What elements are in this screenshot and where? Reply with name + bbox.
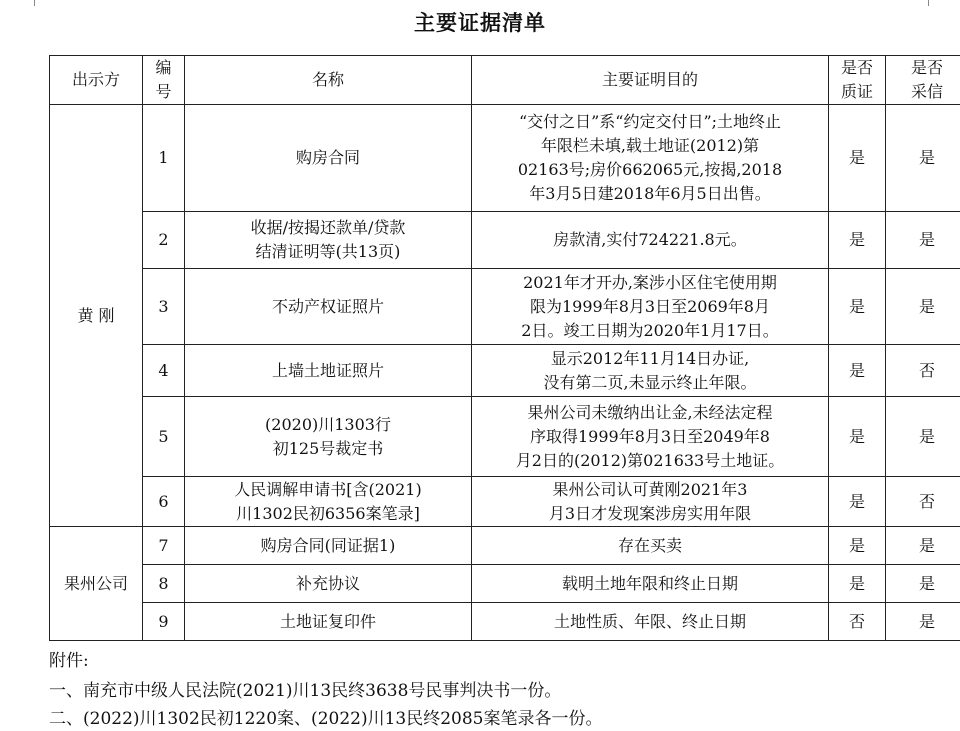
adopted-cell: 是 bbox=[886, 603, 960, 641]
page-corner-mark-right bbox=[928, 0, 929, 6]
adopted-cell: 否 bbox=[886, 345, 960, 397]
header-cross-examined: 是否 质证 bbox=[829, 56, 886, 105]
evidence-purpose: 2021年才开办,案涉小区住宅使用期 限为1999年8月3日至2069年8月 2日。竣工日期为2020年1月17日。 bbox=[472, 269, 829, 345]
document-title: 主要证据清单 bbox=[414, 11, 546, 35]
evidence-table bbox=[49, 55, 960, 641]
evidence-number: 6 bbox=[143, 477, 185, 527]
evidence-name: 不动产权证照片 bbox=[185, 269, 472, 345]
party-cell: 果州公司 bbox=[50, 527, 143, 641]
evidence-purpose: 存在买卖 bbox=[472, 527, 829, 565]
cross-examined-cell: 是 bbox=[829, 397, 886, 477]
evidence-purpose: 载明土地年限和终止日期 bbox=[472, 565, 829, 603]
evidence-name: 购房合同 bbox=[185, 105, 472, 212]
adopted-cell: 是 bbox=[886, 527, 960, 565]
evidence-name: 土地证复印件 bbox=[185, 603, 472, 641]
cross-examined-cell: 是 bbox=[829, 345, 886, 397]
evidence-purpose: 果州公司认可黄刚2021年3 月3日才发现案涉房实用年限 bbox=[472, 477, 829, 527]
evidence-name: 收据/按揭还款单/贷款 结清证明等(共13页) bbox=[185, 212, 472, 269]
evidence-name: (2020)川1303行 初125号裁定书 bbox=[185, 397, 472, 477]
evidence-purpose: 果州公司未缴纳出让金,未经法定程 序取得1999年8月3日至2049年8 月2日的(2012)第021633号土地证。 bbox=[472, 397, 829, 477]
table-row bbox=[50, 105, 960, 212]
table-row bbox=[50, 345, 960, 397]
evidence-purpose: “交付之日”系“约定交付日”;土地终止 年限栏未填,载土地证(2012)第 02163号;房价662065元,按揭,2018 年3月5日建2018年6月5日出售。 bbox=[472, 105, 829, 212]
header-adopted: 是否 采信 bbox=[886, 56, 960, 105]
evidence-name: 人民调解申请书[含(2021) 川1302民初6356案笔录] bbox=[185, 477, 472, 527]
table-row bbox=[50, 269, 960, 345]
evidence-purpose: 显示2012年11月14日办证, 没有第二页,未显示终止年限。 bbox=[472, 345, 829, 397]
header-name: 名称 bbox=[185, 56, 472, 105]
header-purpose: 主要证明目的 bbox=[472, 56, 829, 105]
header-party: 出示方 bbox=[50, 56, 143, 105]
cross-examined-cell: 是 bbox=[829, 269, 886, 345]
evidence-number: 4 bbox=[143, 345, 185, 397]
adopted-cell: 是 bbox=[886, 105, 960, 212]
cross-examined-cell: 是 bbox=[829, 105, 886, 212]
evidence-number: 5 bbox=[143, 397, 185, 477]
evidence-purpose: 土地性质、年限、终止日期 bbox=[472, 603, 829, 641]
adopted-cell: 是 bbox=[886, 397, 960, 477]
evidence-name: 购房合同(同证据1) bbox=[185, 527, 472, 565]
table-row bbox=[50, 565, 960, 603]
cross-examined-cell: 是 bbox=[829, 527, 886, 565]
adopted-cell: 是 bbox=[886, 212, 960, 269]
adopted-cell: 是 bbox=[886, 269, 960, 345]
attachment-item-2: 二、(2022)川1302民初1220案、(2022)川13民终2085案笔录各一份。 bbox=[49, 709, 603, 729]
cross-examined-cell: 是 bbox=[829, 477, 886, 527]
cross-examined-cell: 是 bbox=[829, 212, 886, 269]
table-row bbox=[50, 527, 960, 565]
evidence-purpose: 房款清,实付724221.8元。 bbox=[472, 212, 829, 269]
cross-examined-cell: 否 bbox=[829, 603, 886, 641]
attachments-label: 附件: bbox=[49, 651, 89, 671]
party-cell: 黄 刚 bbox=[50, 105, 143, 527]
evidence-number: 7 bbox=[143, 527, 185, 565]
table-row bbox=[50, 603, 960, 641]
evidence-name: 补充协议 bbox=[185, 565, 472, 603]
evidence-number: 8 bbox=[143, 565, 185, 603]
table-row bbox=[50, 477, 960, 527]
page-corner-mark-left bbox=[34, 0, 35, 6]
evidence-number: 1 bbox=[143, 105, 185, 212]
evidence-name: 上墙土地证照片 bbox=[185, 345, 472, 397]
adopted-cell: 是 bbox=[886, 565, 960, 603]
cross-examined-cell: 是 bbox=[829, 565, 886, 603]
evidence-number: 9 bbox=[143, 603, 185, 641]
adopted-cell: 否 bbox=[886, 477, 960, 527]
table-row bbox=[50, 212, 960, 269]
attachment-item-1: 一、南充市中级人民法院(2021)川13民终3638号民事判决书一份。 bbox=[49, 681, 562, 701]
table-row bbox=[50, 397, 960, 477]
evidence-number: 3 bbox=[143, 269, 185, 345]
table-header-row bbox=[50, 56, 960, 105]
header-number: 编 号 bbox=[143, 56, 185, 105]
evidence-number: 2 bbox=[143, 212, 185, 269]
